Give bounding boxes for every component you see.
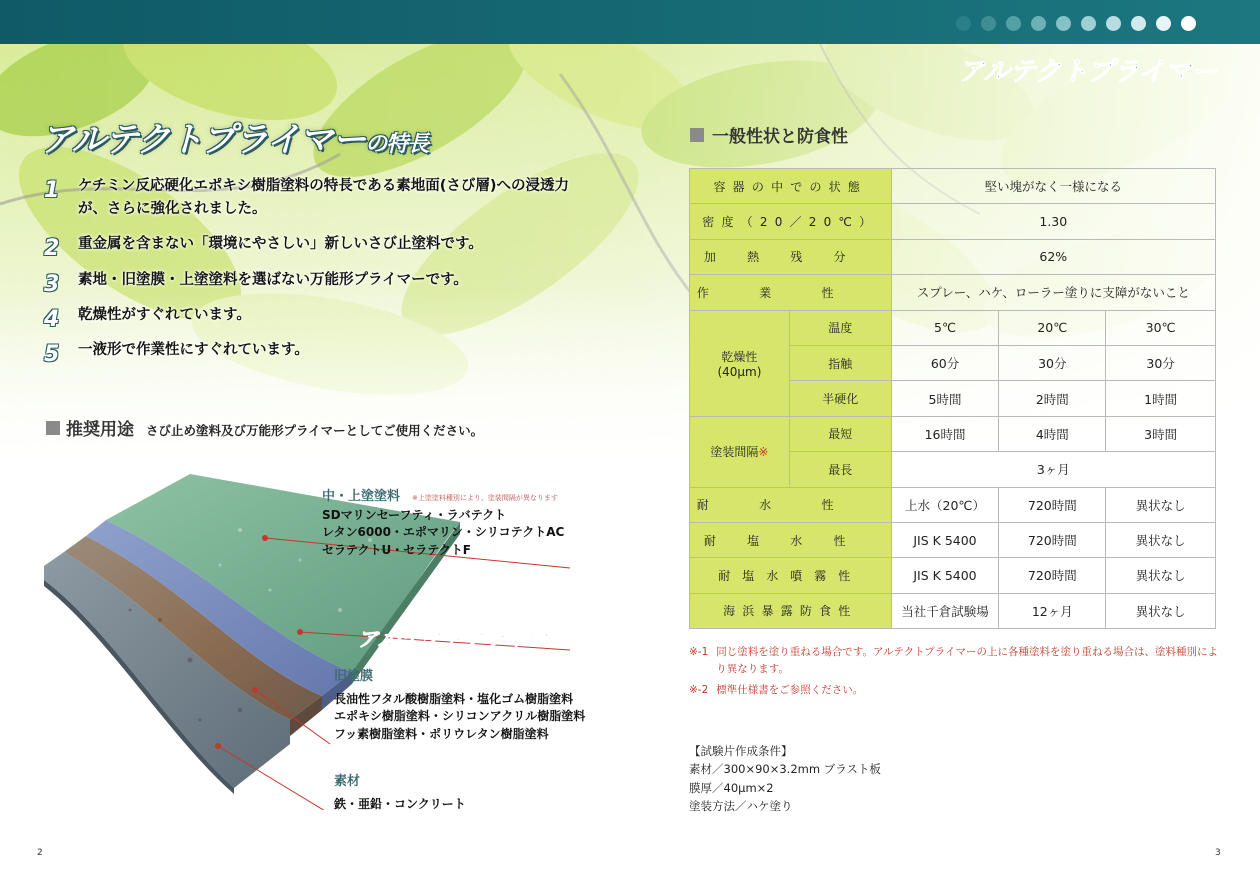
feature-item — [44, 175, 584, 221]
table-cell: 異状なし — [1106, 522, 1216, 557]
usage-heading — [46, 415, 134, 440]
table-cell: JIS K 5400 — [891, 558, 999, 593]
substrate-heading: 素材 — [334, 774, 361, 789]
page-number-left: 2 — [37, 848, 43, 858]
top-coat-item: レタン6000・エポマリン・シリコテクトAC — [322, 525, 565, 540]
drying-label-line2: (40μm) — [717, 364, 762, 379]
feature-number: 1 — [44, 178, 60, 203]
table-cell: 30分 — [999, 345, 1106, 380]
test-conditions — [689, 742, 881, 816]
feature-item — [44, 339, 584, 367]
table-cell: 720時間 — [999, 487, 1106, 522]
header-dot — [1006, 16, 1021, 31]
header-dot — [1106, 16, 1121, 31]
feature-number: 5 — [44, 341, 60, 367]
table-cell: 12ヶ月 — [999, 593, 1106, 628]
table-cell: 異状なし — [1106, 593, 1216, 628]
table-cell: スプレー、ハケ、ローラー塗りに支障がないこと — [891, 275, 1215, 310]
section-title-text: 一般性状と防食性 — [712, 127, 848, 147]
properties-table — [689, 168, 1216, 629]
table-label: 耐水性 — [690, 487, 892, 522]
footnote-text: 標準仕様書をご参照ください。 — [716, 683, 864, 696]
page-title-main: アルテクトプライマー — [40, 120, 366, 160]
test-condition-line: 塗装方法／ハケ塗り — [689, 799, 793, 814]
page-title — [40, 112, 428, 161]
table-cell: 5℃ — [891, 310, 999, 345]
footnote-key: ※-2 — [689, 683, 709, 696]
table-cell: 上水（20℃） — [891, 487, 999, 522]
top-coat-label — [322, 488, 564, 559]
table-cell: 30分 — [1106, 345, 1216, 380]
usage-text: さび止め塗料及び万能形プライマーとしてご使用ください。 — [146, 422, 484, 438]
feature-item — [44, 269, 584, 297]
table-label: 密度（20／20℃） — [690, 204, 892, 239]
top-coat-heading: 中・上塗塗料 — [322, 489, 401, 504]
old-film-item: 長油性フタル酸樹脂塗料・塩化ゴム樹脂塗料 — [334, 691, 574, 706]
square-bullet-icon — [690, 128, 704, 142]
table-row — [690, 416, 1216, 451]
test-condition-line: 素材／300×90×3.2mm ブラスト板 — [689, 762, 881, 777]
primer-brand-text: アルテクトプライマー — [357, 627, 571, 651]
table-label: 耐塩水性 — [690, 522, 892, 557]
drying-label — [690, 310, 790, 416]
feature-number: 3 — [44, 271, 60, 297]
feature-text: ケチミン反応硬化エポキシ樹脂塗料の特長である素地面(さび層)への浸透力が、さらに強化されました。 — [78, 178, 570, 218]
footnote — [689, 682, 1219, 699]
table-cell: 1.30 — [891, 204, 1215, 239]
table-cell: 720時間 — [999, 522, 1106, 557]
old-film-heading: 旧塗膜 — [334, 669, 374, 684]
table-cell: 20℃ — [999, 310, 1106, 345]
table-label: 加熱残分 — [690, 239, 892, 274]
header-dot — [956, 16, 971, 31]
table-cell: 3ヶ月 — [891, 452, 1215, 487]
table-label: 作業性 — [690, 275, 892, 310]
old-film-label — [334, 668, 585, 743]
table-cell: 720時間 — [999, 558, 1106, 593]
table-cell: 当社千倉試験場 — [891, 593, 999, 628]
feature-list — [44, 175, 584, 374]
substrate-label — [334, 773, 466, 813]
table-row — [690, 558, 1216, 593]
test-conditions-heading: 【試験片作成条件】 — [689, 744, 793, 758]
table-row — [690, 310, 1216, 345]
footnote — [689, 644, 1219, 678]
top-coat-item: SDマリンセーフティ・ラバテクト — [322, 507, 507, 522]
old-film-item: フッ素樹脂塗料・ポリウレタン樹脂塗料 — [334, 726, 549, 741]
table-row — [690, 239, 1216, 274]
test-condition-line: 膜厚／40μm×2 — [689, 780, 774, 795]
table-cell: 異状なし — [1106, 487, 1216, 522]
table-cell: 62% — [891, 239, 1215, 274]
table-sublabel: 温度 — [789, 310, 891, 345]
table-sublabel: 最短 — [789, 416, 891, 451]
drying-label-line1: 乾燥性 — [721, 349, 758, 364]
table-label: 容器の中での状態 — [690, 169, 892, 204]
header-dots — [956, 16, 1196, 31]
table-label: 耐塩水噴霧性 — [690, 558, 892, 593]
table-cell: 3時間 — [1106, 416, 1216, 451]
table-row — [690, 593, 1216, 628]
table-cell: 5時間 — [891, 381, 999, 416]
interval-label — [690, 416, 790, 487]
feature-text: 一液形で作業性にすぐれています。 — [78, 341, 309, 358]
primer-brand-label — [357, 624, 571, 652]
square-bullet-icon — [46, 421, 60, 435]
table-cell: 異状なし — [1106, 558, 1216, 593]
feature-item — [44, 233, 584, 262]
table-label: 海浜暴露防食性 — [690, 593, 892, 628]
table-cell: 4時間 — [999, 416, 1106, 451]
header-dot — [1156, 16, 1171, 31]
table-cell: 16時間 — [891, 416, 999, 451]
header-dot — [1181, 16, 1196, 31]
header-dot — [1056, 16, 1071, 31]
feature-number: 2 — [44, 236, 60, 262]
feature-number: 4 — [44, 306, 60, 332]
table-sublabel: 指触 — [789, 345, 891, 380]
header-dot — [1131, 16, 1146, 31]
interval-label-text: 塗装間隔 — [710, 445, 759, 460]
usage-section — [46, 415, 483, 440]
usage-heading-text: 推奨用途 — [66, 420, 134, 440]
footnote-key: ※-1 — [689, 646, 709, 658]
section-title — [690, 122, 848, 147]
table-row — [690, 487, 1216, 522]
footnote-text: 同じ塗料を塗り重ねる場合です。アルテクトプライマーの上に各種塗料を塗り重ねる場合は、塗料種別により異なります。 — [716, 646, 1218, 675]
top-coat-note: ※上塗塗料種別により、塗装間隔が異なります — [412, 494, 558, 502]
header-dot — [1081, 16, 1096, 31]
table-cell: 2時間 — [999, 381, 1106, 416]
header-dot — [981, 16, 996, 31]
table-row — [690, 169, 1216, 204]
table-cell: JIS K 5400 — [891, 522, 999, 557]
table-cell: 60分 — [891, 345, 999, 380]
table-sublabel: 半硬化 — [789, 381, 891, 416]
header-dot — [1031, 16, 1046, 31]
interval-mark: ※ — [758, 445, 769, 460]
footnotes — [689, 644, 1219, 702]
feature-text: 乾燥性がすぐれています。 — [78, 306, 251, 323]
brand-logo — [958, 50, 1220, 88]
table-row — [690, 522, 1216, 557]
table-cell: 30℃ — [1106, 310, 1216, 345]
table-sublabel: 最長 — [789, 452, 891, 487]
top-coat-item: セラテクトU・セラテクトF — [322, 542, 471, 557]
brand-logo-text: アルテクトプライマー — [958, 57, 1219, 87]
table-cell: 堅い塊がなく一様になる — [891, 169, 1215, 204]
feature-item — [44, 304, 584, 332]
feature-text: 素地・旧塗膜・上塗塗料を選ばない万能形プライマーです。 — [78, 271, 468, 288]
substrate-item: 鉄・亜鉛・コンクリート — [334, 796, 466, 811]
page-number-right: 3 — [1215, 848, 1221, 858]
old-film-item: エポキシ樹脂塗料・シリコンアクリル樹脂塗料 — [334, 709, 586, 724]
page-title-suffix: の特長 — [365, 132, 429, 157]
feature-text: 重金属を含まない「環境にやさしい」新しいさび止塗料です。 — [78, 236, 483, 253]
table-row — [690, 204, 1216, 239]
table-row — [690, 275, 1216, 310]
table-cell: 1時間 — [1106, 381, 1216, 416]
